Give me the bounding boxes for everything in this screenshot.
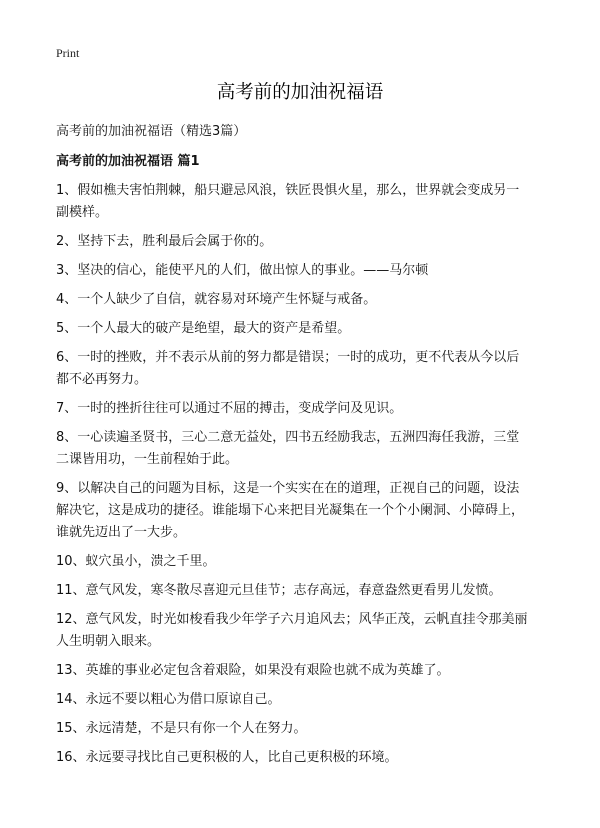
list-item: 15、永远清楚，不是只有你一个人在努力。 [56,721,307,736]
list-item: 6、一时的挫败，并不表示从前的努力都是错误；一时的成功，更不代表从今以后 都不必再努力。 [56,350,520,387]
document-subtitle: 高考前的加油祝福语（精选3篇） [56,124,247,139]
list-item: 1、假如樵夫害怕荆棘，船只避忌风浪，铁匠畏惧火星，那么，世界就会变成另一 副模样。 [56,183,520,220]
print-link[interactable]: Print [56,46,80,60]
list-item: 16、永远要寻找比自己更积极的人，比自己更积极的环境。 [56,750,398,765]
list-item: 11、意气风发，寒冬散尽喜迎元旦佳节；志存高远，春意盎然更看男儿发愤。 [56,583,502,598]
list-item: 7、一时的挫折往往可以通过不屈的搏击，变成学问及见识。 [56,401,403,416]
list-item: 5、一个人最大的破产是绝望，最大的资产是希望。 [56,321,351,336]
list-item: 4、一个人缺少了自信，就容易对环境产生怀疑与戒备。 [56,292,377,307]
list-item: 14、永远不要以粗心为借口原谅自己。 [56,692,281,707]
list-item: 13、英雄的事业必定包含着艰险，如果没有艰险也就不成为英雄了。 [56,663,450,678]
list-item: 8、一心读遍圣贤书，三心二意无益处，四书五经励我志，五洲四海任我游，三堂 二课皆用功，一生前程始于此。 [56,430,520,467]
blessing-list [56,180,544,769]
list-item: 2、坚持下去，胜利最后会属于你的。 [56,234,273,249]
page-title: 高考前的加油祝福语 [216,82,384,103]
list-item: 3、坚决的信心，能使平凡的人们，做出惊人的事业。——马尔顿 [56,263,429,278]
section-heading: 高考前的加油祝福语 篇1 [56,154,200,169]
list-item: 10、蚁穴虽小，溃之千里。 [56,554,216,569]
list-item: 9、以解决自己的问题为目标，这是一个实实在在的道理，正视自己的问题，设法 解决它，这是成功的捷径。谁能塌下心来把目光凝集在一个个小阑洞、小障碍上， 谁就先迈出了一大步。 [56,481,525,540]
list-item: 12、意气风发，时光如梭看我少年学子六月追风去；风华正茂，云帆直挂令那美丽 人生明朝入眼来。 [56,612,528,649]
